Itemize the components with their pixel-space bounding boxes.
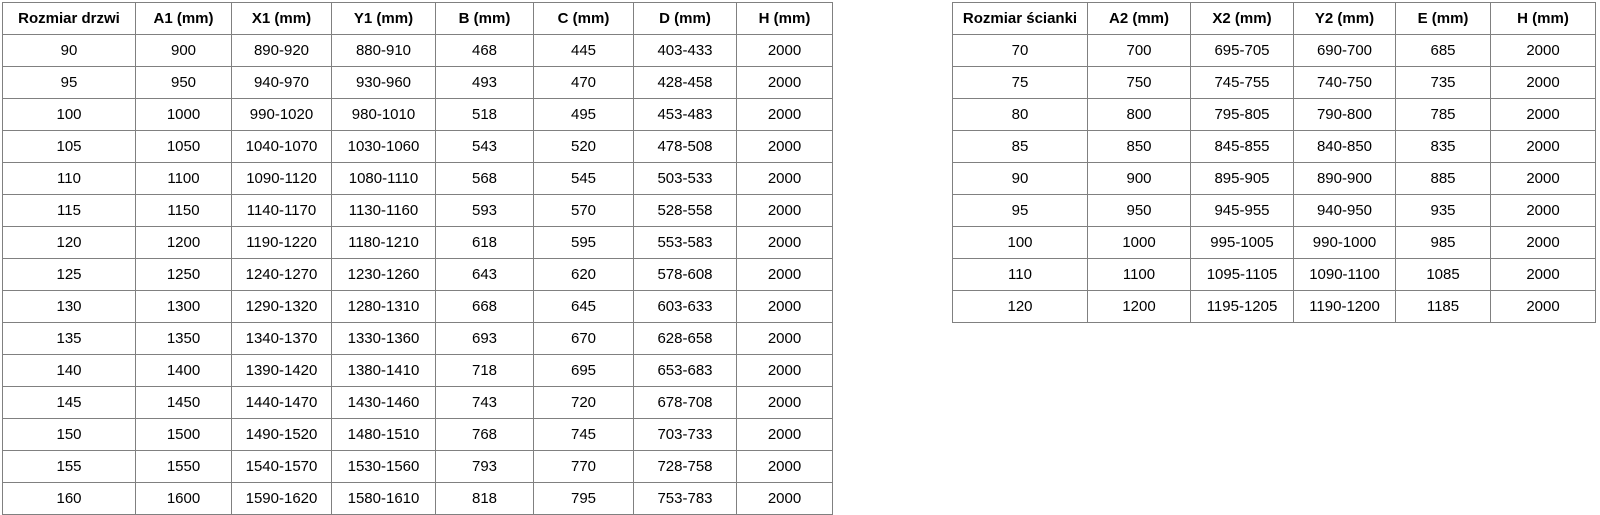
table-cell: 880-910	[332, 35, 436, 67]
table-cell: 670	[534, 323, 634, 355]
column-header: H (mm)	[737, 3, 833, 35]
table-row	[3, 355, 833, 387]
header-row	[3, 3, 833, 35]
table-cell: 745	[534, 419, 634, 451]
table-cell: 468	[436, 35, 534, 67]
table-cell: 2000	[737, 227, 833, 259]
table-row	[3, 323, 833, 355]
table-cell: 1195-1205	[1191, 291, 1294, 323]
table-cell: 950	[136, 67, 232, 99]
table-cell: 2000	[1491, 291, 1596, 323]
table-cell: 840-850	[1294, 131, 1396, 163]
header-row	[953, 3, 1596, 35]
table-cell: 2000	[1491, 67, 1596, 99]
table-cell: 110	[953, 259, 1088, 291]
table-cell: 115	[3, 195, 136, 227]
table-cell: 728-758	[634, 451, 737, 483]
table-cell: 1000	[1088, 227, 1191, 259]
table-cell: 2000	[737, 483, 833, 515]
table-cell: 603-633	[634, 291, 737, 323]
table-cell: 1530-1560	[332, 451, 436, 483]
table-cell: 693	[436, 323, 534, 355]
table-cell: 2000	[737, 99, 833, 131]
table-row	[3, 483, 833, 515]
table-cell: 570	[534, 195, 634, 227]
table-cell: 930-960	[332, 67, 436, 99]
table-cell: 1300	[136, 291, 232, 323]
table-cell: 1140-1170	[232, 195, 332, 227]
table-row	[3, 451, 833, 483]
table-cell: 690-700	[1294, 35, 1396, 67]
table-cell: 2000	[1491, 35, 1596, 67]
table-row	[3, 259, 833, 291]
table-cell: 1330-1360	[332, 323, 436, 355]
table-cell: 795-805	[1191, 99, 1294, 131]
table-cell: 1090-1100	[1294, 259, 1396, 291]
table-cell: 980-1010	[332, 99, 436, 131]
column-header: Rozmiar ścianki	[953, 3, 1088, 35]
table-cell: 985	[1396, 227, 1491, 259]
table-cell: 90	[953, 163, 1088, 195]
column-header: X1 (mm)	[232, 3, 332, 35]
table-cell: 945-955	[1191, 195, 1294, 227]
table-cell: 155	[3, 451, 136, 483]
table-cell: 2000	[737, 387, 833, 419]
table-cell: 743	[436, 387, 534, 419]
table-cell: 135	[3, 323, 136, 355]
table-cell: 568	[436, 163, 534, 195]
table-cell: 900	[136, 35, 232, 67]
table-cell: 1080-1110	[332, 163, 436, 195]
table-cell: 1340-1370	[232, 323, 332, 355]
table-cell: 95	[3, 67, 136, 99]
column-header: Rozmiar drzwi	[3, 3, 136, 35]
table-cell: 2000	[1491, 163, 1596, 195]
table-cell: 105	[3, 131, 136, 163]
table-cell: 1180-1210	[332, 227, 436, 259]
table-cell: 130	[3, 291, 136, 323]
table-cell: 695-705	[1191, 35, 1294, 67]
table-cell: 593	[436, 195, 534, 227]
table-cell: 940-950	[1294, 195, 1396, 227]
table-cell: 895-905	[1191, 163, 1294, 195]
table-cell: 1050	[136, 131, 232, 163]
table-cell: 628-658	[634, 323, 737, 355]
table-cell: 668	[436, 291, 534, 323]
table-cell: 2000	[737, 163, 833, 195]
table-cell: 110	[3, 163, 136, 195]
table-cell: 768	[436, 419, 534, 451]
table-cell: 845-855	[1191, 131, 1294, 163]
table-cell: 1200	[1088, 291, 1191, 323]
table-row	[953, 163, 1596, 195]
table-cell: 1150	[136, 195, 232, 227]
table-cell: 2000	[737, 355, 833, 387]
table-cell: 2000	[737, 35, 833, 67]
table-cell: 1450	[136, 387, 232, 419]
table-row	[3, 67, 833, 99]
table-cell: 85	[953, 131, 1088, 163]
table-cell: 718	[436, 355, 534, 387]
table-cell: 735	[1396, 67, 1491, 99]
table-cell: 1550	[136, 451, 232, 483]
table-cell: 620	[534, 259, 634, 291]
table-cell: 1200	[136, 227, 232, 259]
table-row	[953, 227, 1596, 259]
table-cell: 643	[436, 259, 534, 291]
table-cell: 160	[3, 483, 136, 515]
table-cell: 545	[534, 163, 634, 195]
table-cell: 950	[1088, 195, 1191, 227]
table-cell: 578-608	[634, 259, 737, 291]
table-cell: 428-458	[634, 67, 737, 99]
table-cell: 75	[953, 67, 1088, 99]
table-cell: 120	[3, 227, 136, 259]
table-cell: 1185	[1396, 291, 1491, 323]
table-cell: 453-483	[634, 99, 737, 131]
table-cell: 818	[436, 483, 534, 515]
table-cell: 2000	[737, 131, 833, 163]
table-cell: 793	[436, 451, 534, 483]
table-cell: 1430-1460	[332, 387, 436, 419]
table-cell: 795	[534, 483, 634, 515]
table-cell: 553-583	[634, 227, 737, 259]
table-cell: 2000	[1491, 259, 1596, 291]
table-cell: 1100	[1088, 259, 1191, 291]
table-cell: 700	[1088, 35, 1191, 67]
table-cell: 753-783	[634, 483, 737, 515]
table-cell: 678-708	[634, 387, 737, 419]
table-row	[3, 163, 833, 195]
table-cell: 80	[953, 99, 1088, 131]
table-cell: 703-733	[634, 419, 737, 451]
table-cell: 1440-1470	[232, 387, 332, 419]
table-cell: 653-683	[634, 355, 737, 387]
table-cell: 403-433	[634, 35, 737, 67]
table-cell: 1400	[136, 355, 232, 387]
table-cell: 125	[3, 259, 136, 291]
column-header: E (mm)	[1396, 3, 1491, 35]
table-cell: 745-755	[1191, 67, 1294, 99]
table-cell: 2000	[1491, 131, 1596, 163]
table-cell: 1580-1610	[332, 483, 436, 515]
column-header: A1 (mm)	[136, 3, 232, 35]
table-cell: 990-1000	[1294, 227, 1396, 259]
table-cell: 1190-1200	[1294, 291, 1396, 323]
table-row	[953, 99, 1596, 131]
table-row	[953, 291, 1596, 323]
column-header: Y1 (mm)	[332, 3, 436, 35]
table-cell: 1240-1270	[232, 259, 332, 291]
table-cell: 2000	[1491, 227, 1596, 259]
table-cell: 770	[534, 451, 634, 483]
table-row	[953, 131, 1596, 163]
table-cell: 790-800	[1294, 99, 1396, 131]
table-cell: 800	[1088, 99, 1191, 131]
table-cell: 785	[1396, 99, 1491, 131]
table-cell: 2000	[737, 67, 833, 99]
table-cell: 2000	[1491, 195, 1596, 227]
table-cell: 940-970	[232, 67, 332, 99]
table-cell: 1250	[136, 259, 232, 291]
table-cell: 1190-1220	[232, 227, 332, 259]
table-row	[3, 35, 833, 67]
table-cell: 890-900	[1294, 163, 1396, 195]
table-cell: 1490-1520	[232, 419, 332, 451]
table-cell: 493	[436, 67, 534, 99]
table-cell: 885	[1396, 163, 1491, 195]
table-cell: 503-533	[634, 163, 737, 195]
table-cell: 1030-1060	[332, 131, 436, 163]
table-cell: 2000	[737, 259, 833, 291]
table-cell: 1600	[136, 483, 232, 515]
column-header: A2 (mm)	[1088, 3, 1191, 35]
table-cell: 1590-1620	[232, 483, 332, 515]
table-cell: 1090-1120	[232, 163, 332, 195]
table-cell: 890-920	[232, 35, 332, 67]
table-row	[3, 227, 833, 259]
table-cell: 445	[534, 35, 634, 67]
table-cell: 1095-1105	[1191, 259, 1294, 291]
table-cell: 470	[534, 67, 634, 99]
table-cell: 740-750	[1294, 67, 1396, 99]
table-row	[3, 291, 833, 323]
table-cell: 518	[436, 99, 534, 131]
table-cell: 1290-1320	[232, 291, 332, 323]
table-cell: 520	[534, 131, 634, 163]
table-cell: 685	[1396, 35, 1491, 67]
table-cell: 618	[436, 227, 534, 259]
table-cell: 850	[1088, 131, 1191, 163]
table-cell: 750	[1088, 67, 1191, 99]
table-cell: 1480-1510	[332, 419, 436, 451]
table-cell: 2000	[737, 451, 833, 483]
column-header: X2 (mm)	[1191, 3, 1294, 35]
table-cell: 478-508	[634, 131, 737, 163]
table-cell: 1230-1260	[332, 259, 436, 291]
table-cell: 1280-1310	[332, 291, 436, 323]
table-cell: 1350	[136, 323, 232, 355]
table-cell: 95	[953, 195, 1088, 227]
table-cell: 2000	[1491, 99, 1596, 131]
table-cell: 1500	[136, 419, 232, 451]
table-cell: 100	[3, 99, 136, 131]
table-cell: 695	[534, 355, 634, 387]
table-cell: 1380-1410	[332, 355, 436, 387]
table-row	[953, 67, 1596, 99]
table-cell: 1100	[136, 163, 232, 195]
table-cell: 1085	[1396, 259, 1491, 291]
table-cell: 495	[534, 99, 634, 131]
table-row	[953, 35, 1596, 67]
table-cell: 70	[953, 35, 1088, 67]
table-cell: 1390-1420	[232, 355, 332, 387]
wall-size-table	[952, 2, 1596, 323]
table-row	[953, 195, 1596, 227]
table-cell: 120	[953, 291, 1088, 323]
table-cell: 2000	[737, 291, 833, 323]
table-row	[3, 195, 833, 227]
table-cell: 140	[3, 355, 136, 387]
table-cell: 995-1005	[1191, 227, 1294, 259]
table-cell: 1000	[136, 99, 232, 131]
table-cell: 528-558	[634, 195, 737, 227]
table-cell: 1130-1160	[332, 195, 436, 227]
column-header: D (mm)	[634, 3, 737, 35]
column-header: C (mm)	[534, 3, 634, 35]
table-row	[953, 259, 1596, 291]
table-cell: 145	[3, 387, 136, 419]
column-header: Y2 (mm)	[1294, 3, 1396, 35]
table-cell: 2000	[737, 195, 833, 227]
table-cell: 1040-1070	[232, 131, 332, 163]
table-cell: 90	[3, 35, 136, 67]
table-cell: 900	[1088, 163, 1191, 195]
table-cell: 543	[436, 131, 534, 163]
column-header: H (mm)	[1491, 3, 1596, 35]
door-size-table	[2, 2, 833, 515]
table-cell: 990-1020	[232, 99, 332, 131]
table-row	[3, 99, 833, 131]
table-cell: 150	[3, 419, 136, 451]
table-cell: 720	[534, 387, 634, 419]
table-row	[3, 387, 833, 419]
table-cell: 2000	[737, 419, 833, 451]
table-cell: 100	[953, 227, 1088, 259]
table-cell: 645	[534, 291, 634, 323]
table-cell: 935	[1396, 195, 1491, 227]
table-cell: 1540-1570	[232, 451, 332, 483]
table-cell: 2000	[737, 323, 833, 355]
table-cell: 835	[1396, 131, 1491, 163]
column-header: B (mm)	[436, 3, 534, 35]
table-row	[3, 419, 833, 451]
table-row	[3, 131, 833, 163]
table-cell: 595	[534, 227, 634, 259]
